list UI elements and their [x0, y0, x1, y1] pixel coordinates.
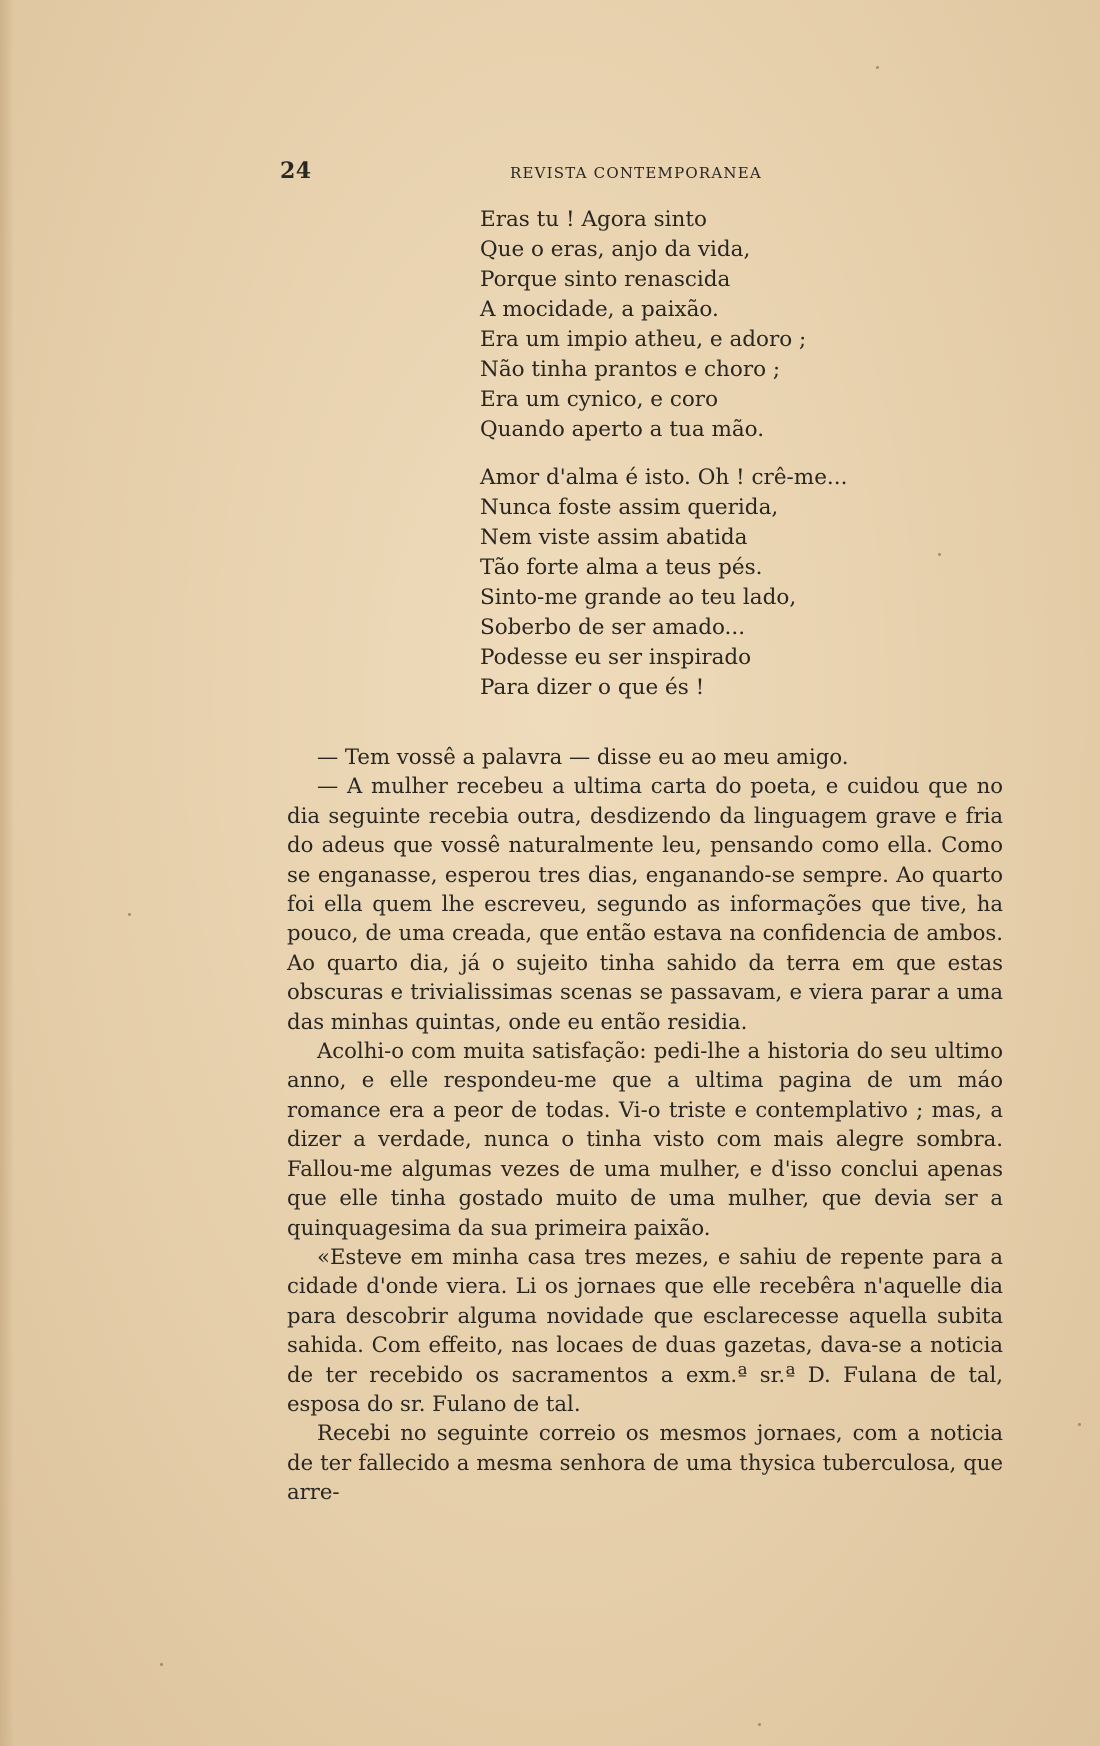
- paper-speck: [1078, 1423, 1081, 1426]
- paper-speck: [758, 1723, 761, 1726]
- prose-paragraph: — A mulher recebeu a ultima carta do poeta, e cuidou que no dia seguinte recebia outra, desdizendo da linguagem grave e fria do adeus que vossê naturalmente leu, pensando como ella. Como se enganasse, esperou tres dias, enganando-se sempre. Ao quarto foi ella quem lhe escreveu, segundo as informações que tive, ha pouco, de uma creada, que então estava na confidencia de ambos. Ao quarto dia, já o sujeito tinha sahido da terra em que estas obscuras e trivialissimas scenas se passavam, e viera parar a uma das minhas quintas, onde eu então residia.: [287, 773, 1003, 1034]
- running-title: REVISTA CONTEMPORANEA: [510, 164, 762, 182]
- poem-line: Que o eras, anjo da vida,: [480, 237, 751, 262]
- poem-stanza-2: [480, 463, 930, 703]
- poem-line: Para dizer o que és !: [480, 675, 705, 700]
- poem-line: Podesse eu ser inspirado: [480, 645, 752, 670]
- poem: [480, 205, 930, 721]
- prose-paragraph: Acolhi-o com muita satisfação: pedi-lhe a historia do seu ultimo anno, e elle respondeu-me que a ultima pagina de um máo romance era a peor de todas. Vi-o triste e contemplativo ; mas, a dizer a verdade, nunca o tinha visto com mais alegre sombra. Fallou-me algumas vezes de uma mulher, e d'isso conclui apenas que elle tinha gostado muito de uma mulher, que devia ser a quinquagesima da sua primeira paixão.: [287, 1038, 1003, 1240]
- prose-paragraph: — Tem vossê a palavra — disse eu ao meu amigo.: [317, 744, 849, 769]
- poem-line: Era um cynico, e coro: [480, 387, 719, 412]
- poem-line: Era um impio atheu, e adoro ;: [480, 327, 807, 352]
- poem-line: Porque sinto renascida: [480, 267, 731, 292]
- poem-line: Quando aperto a tua mão.: [480, 417, 765, 442]
- poem-line: Nem viste assim abatida: [480, 525, 748, 550]
- prose-paragraph: Recebi no seguinte correio os mesmos jornaes, com a noticia de ter fallecido a mesma senhora de uma thysica tuberculosa, que arre-: [287, 1420, 1003, 1505]
- poem-line: Nunca foste assim querida,: [480, 495, 779, 520]
- prose-body: [287, 742, 1003, 1507]
- prose-paragraph: «Esteve em minha casa tres mezes, e sahiu de repente para a cidade d'onde viera. Li os jornaes que elle recebêra n'aquelle dia para descobrir alguma novidade que esclarecesse aquella subita sahida. Com effeito, nas locaes de duas gazetas, dava-se a noticia de ter recebido os sacramentos a exm.ª sr.ª D. Fulana de tal, esposa do sr. Fulano de tal.: [287, 1243, 1003, 1416]
- page-edge-shadow: [0, 0, 14, 1746]
- page-header: [280, 158, 1000, 188]
- poem-line: Eras tu ! Agora sinto: [480, 207, 707, 232]
- paper-speck: [938, 553, 941, 556]
- poem-line: Sinto-me grande ao teu lado,: [480, 585, 797, 610]
- paper-speck: [128, 913, 131, 916]
- poem-line: Não tinha prantos e choro ;: [480, 357, 781, 382]
- poem-line: A mocidade, a paixão.: [480, 297, 719, 322]
- poem-line: Soberbo de ser amado...: [480, 615, 746, 640]
- paper-speck: [876, 66, 879, 69]
- poem-line: Amor d'alma é isto. Oh ! crê-me...: [480, 465, 848, 490]
- page-number: 24: [280, 158, 312, 184]
- poem-line: Tão forte alma a teus pés.: [480, 555, 763, 580]
- poem-stanza-1: [480, 205, 930, 445]
- paper-speck: [160, 1663, 163, 1666]
